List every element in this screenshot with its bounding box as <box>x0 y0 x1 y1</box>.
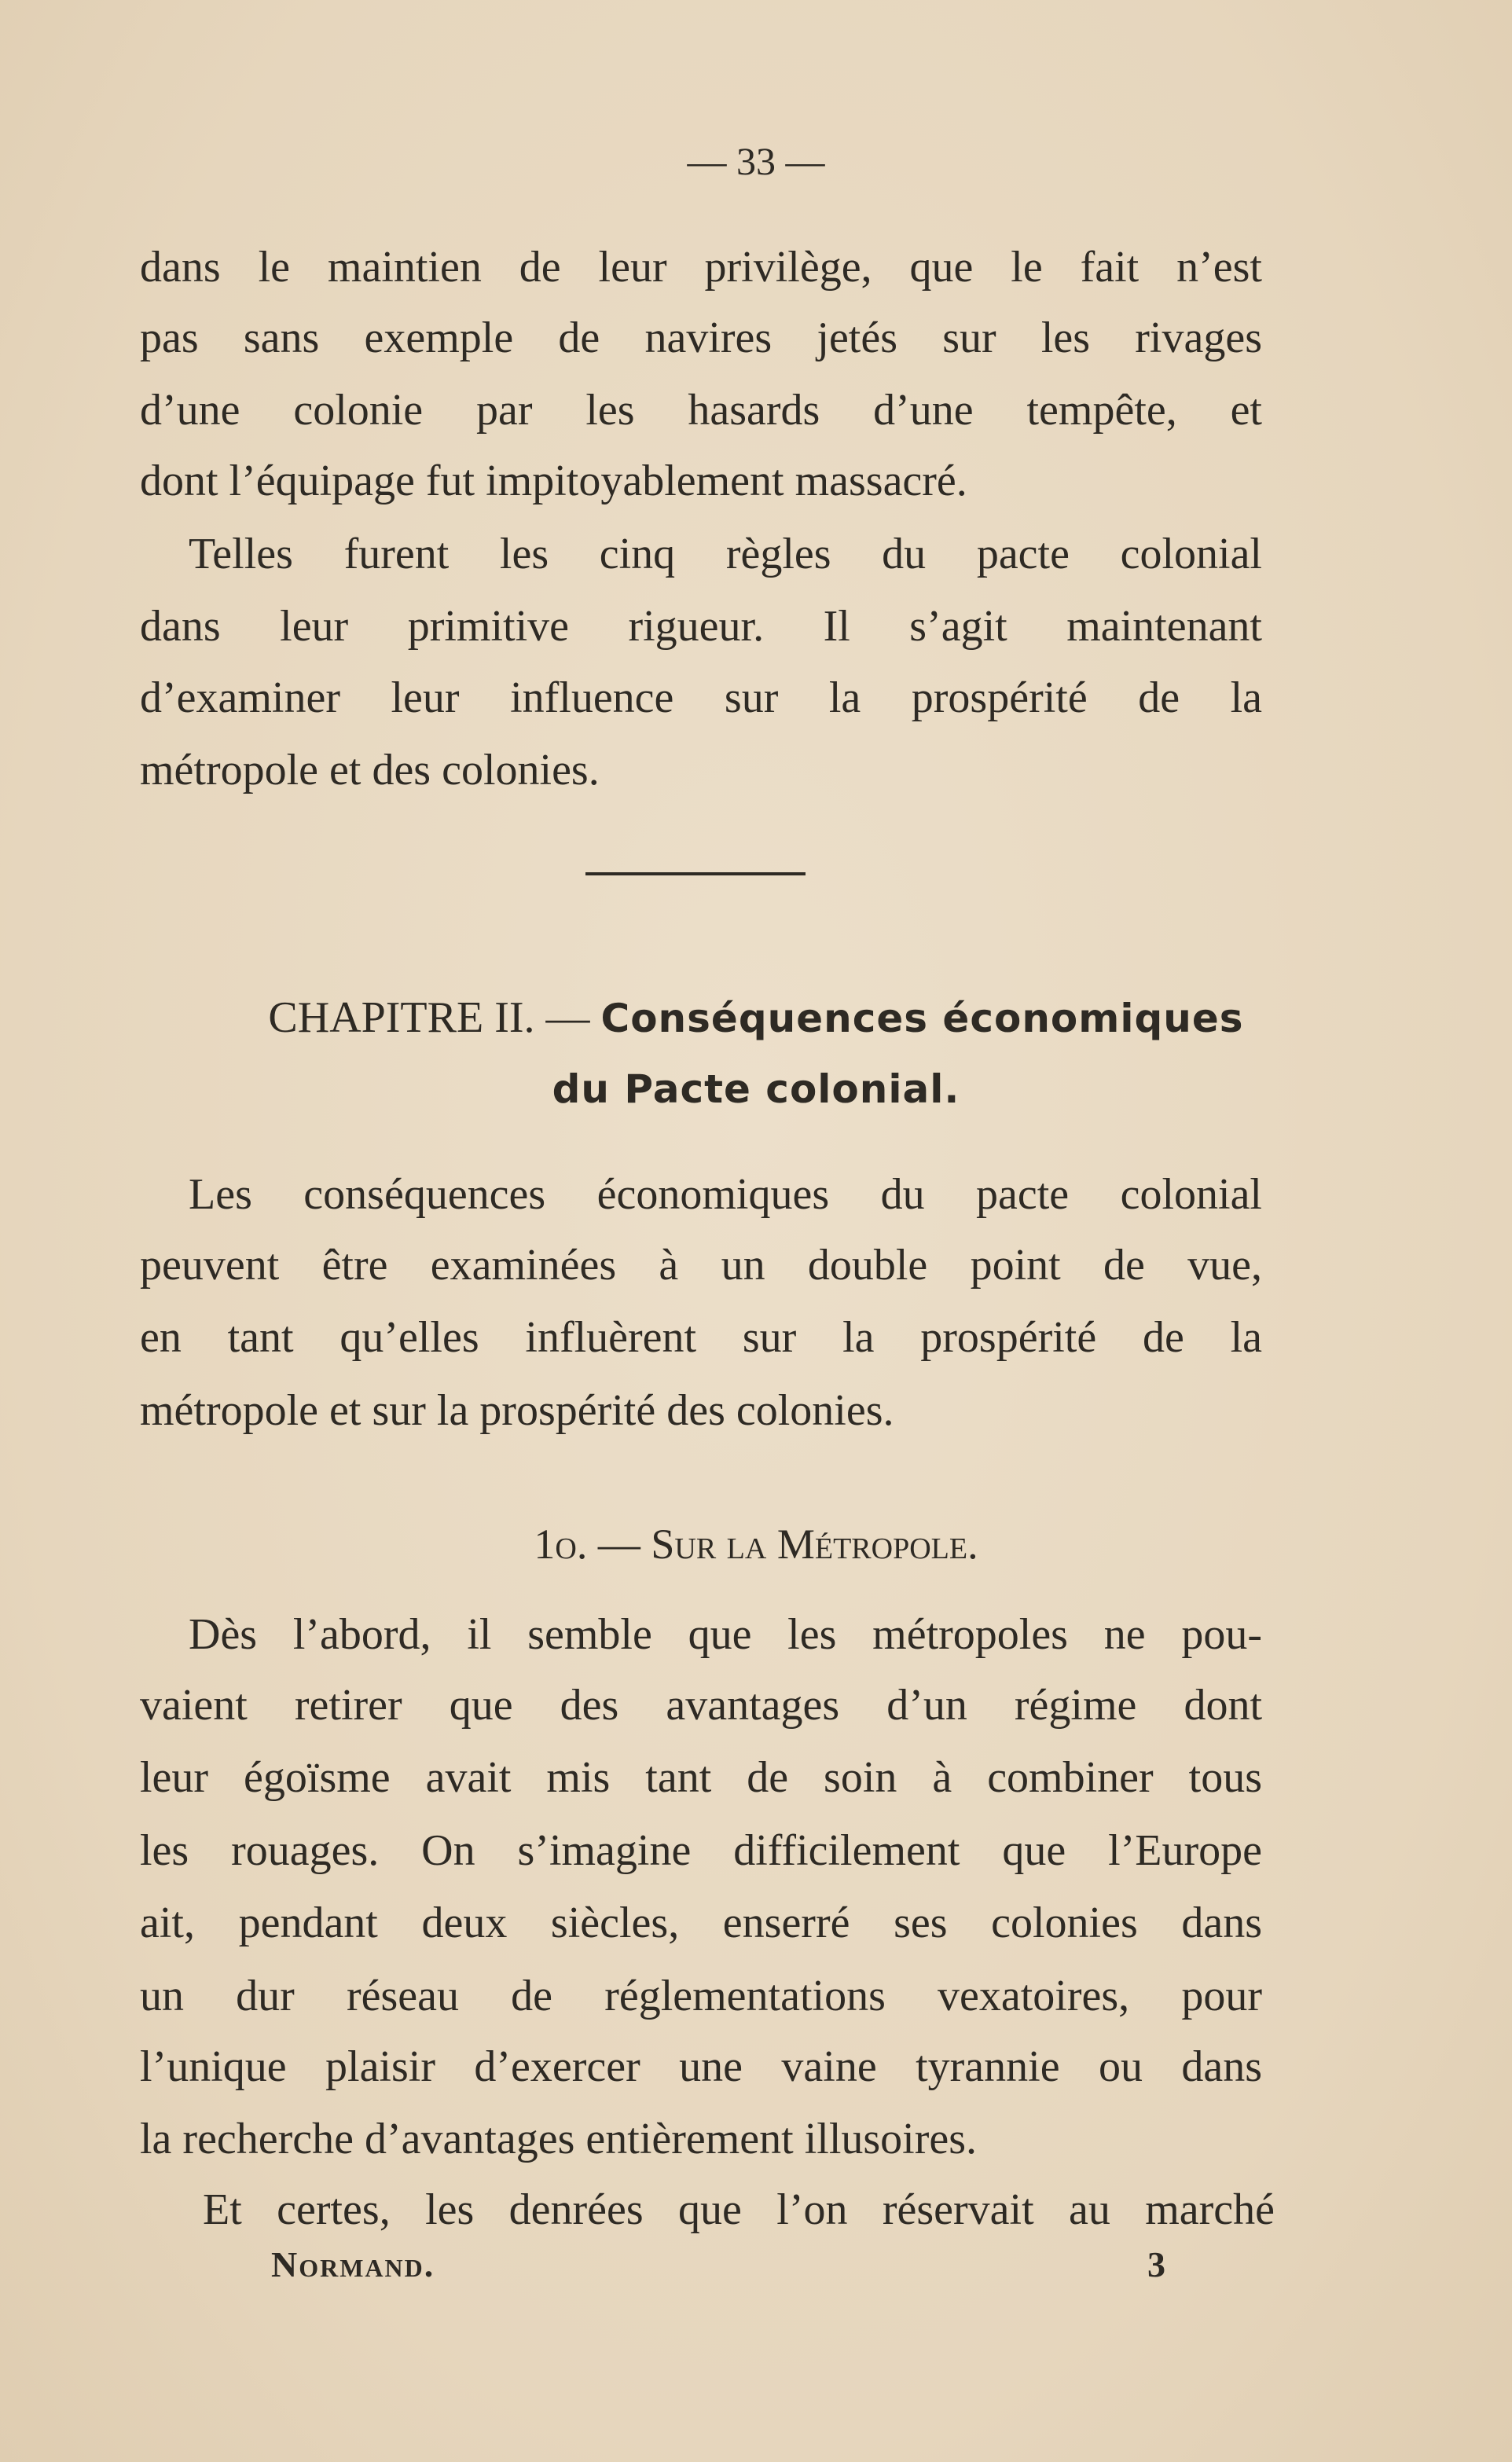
text-line: la recherche d’avantages entièrement illusoires. <box>140 2115 978 2163</box>
footer-signature: Normand. <box>271 2244 435 2284</box>
text-line: ait, pendant deux siècles, enserré ses colonies dans <box>140 1899 1262 1947</box>
text-line: peuvent être examinées à un double point de vue, <box>140 1241 1262 1290</box>
chapter-title: du Pacte colonial. <box>552 1066 960 1112</box>
text-line: d’examiner leur influence sur la prospérité de la <box>140 673 1262 722</box>
text-line: en tant qu’elles influèrent sur la prospérité de la <box>140 1313 1262 1362</box>
text-line: métropole et sur la prospérité des colonies. <box>140 1386 894 1435</box>
text-line: vaient retirer que des avantages d’un régime dont <box>140 1681 1262 1730</box>
text-line: d’une colonie par les hasards d’une tempête, et <box>140 386 1262 435</box>
text-line: dont l’équipage fut impitoyablement massacré. <box>140 457 967 505</box>
chapter-heading-line2 <box>0 1061 1512 1117</box>
page-number: — 33 — <box>687 139 825 183</box>
text-line: Et certes, les denrées que l’on réservait au marché <box>203 2185 1275 2234</box>
text-line: Dès l’abord, il semble que les métropoles ne pou- <box>189 1610 1262 1659</box>
chapter-title: Conséquences économiques <box>600 996 1244 1041</box>
text-line: Telles furent les cinq règles du pacte colonial <box>189 530 1262 578</box>
text-line: métropole et des colonies. <box>140 746 600 794</box>
text-line: Les conséquences économiques du pacte colonial <box>189 1170 1262 1219</box>
text-line: les rouages. On s’imagine difficilement que l’Europe <box>140 1826 1262 1875</box>
chapter-label: CHAPITRE II. — <box>268 993 590 1042</box>
text-line: dans le maintien de leur privilège, que le fait n’est <box>140 243 1262 292</box>
text-line: l’unique plaisir d’exercer une vaine tyrannie ou dans <box>140 2042 1262 2091</box>
chapter-heading <box>0 990 1512 1046</box>
footer-sheet-number: 3 <box>1147 2244 1165 2284</box>
section-divider <box>585 872 806 875</box>
section-heading: 1o. — Sur la Métropole. <box>534 1521 978 1568</box>
text-line: leur égoïsme avait mis tant de soin à combiner tous <box>140 1753 1262 1802</box>
text-line: pas sans exemple de navires jetés sur les rivages <box>140 314 1262 362</box>
text-line: dans leur primitive rigueur. Il s’agit maintenant <box>140 602 1262 651</box>
text-line: un dur réseau de réglementations vexatoires, pour <box>140 1972 1262 2020</box>
